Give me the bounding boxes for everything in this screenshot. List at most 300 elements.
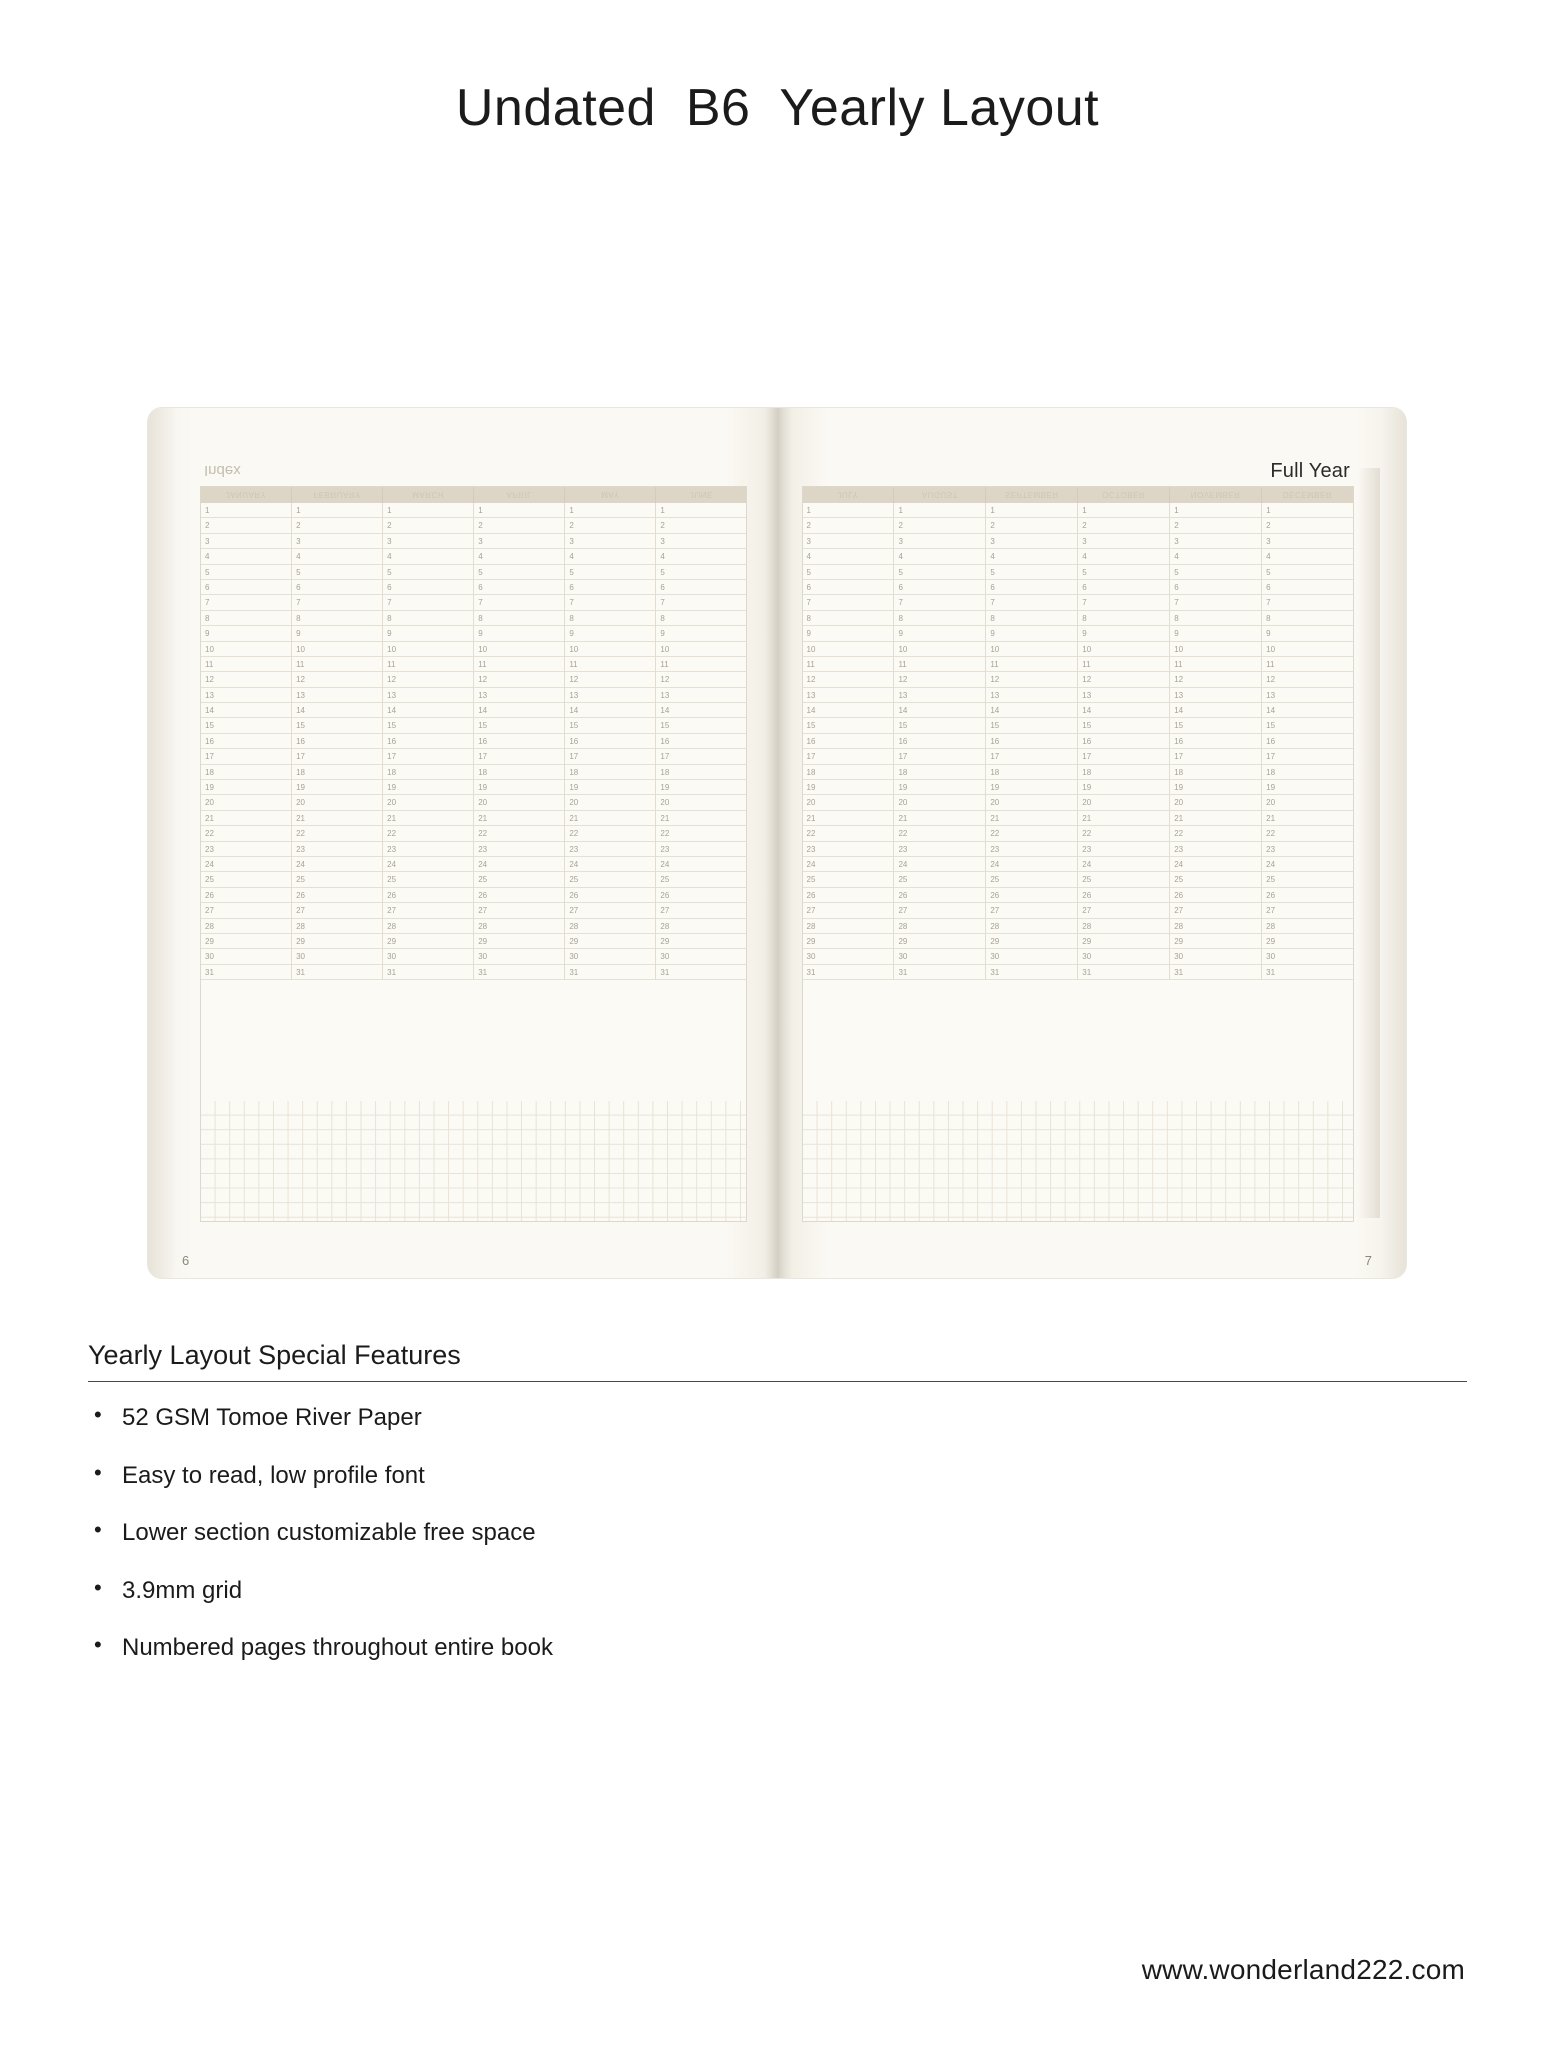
day-cell: 11: [201, 657, 291, 672]
day-cell: 20: [894, 795, 985, 810]
day-cell: 11: [565, 657, 655, 672]
day-cell: 17: [1170, 749, 1261, 764]
day-cell: 26: [894, 888, 985, 903]
day-cell: 29: [474, 934, 564, 949]
day-cell: 10: [1078, 642, 1169, 657]
day-cell: 19: [656, 780, 746, 795]
day-cell: 18: [474, 765, 564, 780]
day-cell: 30: [1262, 949, 1353, 964]
day-cell: 25: [1170, 872, 1261, 887]
day-cell: 18: [201, 765, 291, 780]
day-cell: 19: [565, 780, 655, 795]
day-cell: 16: [383, 734, 473, 749]
day-cell: 5: [894, 565, 985, 580]
day-cell: 3: [383, 534, 473, 549]
day-cell: 17: [383, 749, 473, 764]
day-cell: 20: [201, 795, 291, 810]
day-cell: 8: [292, 611, 382, 626]
day-cell: 12: [565, 672, 655, 687]
day-cell: 23: [383, 842, 473, 857]
day-cell: 9: [1262, 626, 1353, 641]
day-cell: 24: [565, 857, 655, 872]
day-cell: 2: [986, 518, 1077, 533]
day-cell: 9: [1078, 626, 1169, 641]
day-cell: 25: [1078, 872, 1169, 887]
right-month-header-row: [803, 487, 1353, 503]
day-cell: 29: [383, 934, 473, 949]
day-cell: 17: [803, 749, 894, 764]
day-cell: 23: [894, 842, 985, 857]
left-page-header: [200, 462, 747, 486]
day-cell: 22: [383, 826, 473, 841]
day-cell: 28: [383, 919, 473, 934]
day-cell: 30: [292, 949, 382, 964]
day-cell: 9: [565, 626, 655, 641]
day-cell: 5: [292, 565, 382, 580]
day-cell: 13: [201, 688, 291, 703]
day-cell: 1: [474, 503, 564, 518]
day-cell: 12: [1262, 672, 1353, 687]
feature-list-item: • 52 GSM Tomoe River Paper: [88, 1404, 1467, 1432]
day-cell: 9: [803, 626, 894, 641]
day-cell: 9: [894, 626, 985, 641]
day-cell: 30: [894, 949, 985, 964]
day-cell: 9: [292, 626, 382, 641]
day-cell: 16: [1170, 734, 1261, 749]
day-cell: 23: [656, 842, 746, 857]
day-cell: 10: [1170, 642, 1261, 657]
day-cell: 5: [383, 565, 473, 580]
day-cell: 16: [986, 734, 1077, 749]
day-cell: 22: [292, 826, 382, 841]
day-cell: 22: [986, 826, 1077, 841]
day-cell: 25: [292, 872, 382, 887]
day-cell: 28: [1078, 919, 1169, 934]
day-cell: 9: [986, 626, 1077, 641]
day-cell: 2: [201, 518, 291, 533]
day-cell: 23: [565, 842, 655, 857]
day-cell: 14: [986, 703, 1077, 718]
day-cell: 31: [803, 965, 894, 980]
day-cell: 8: [803, 611, 894, 626]
day-cell: 10: [803, 642, 894, 657]
day-cell: 10: [474, 642, 564, 657]
day-cell: 2: [803, 518, 894, 533]
feature-list-item: • Easy to read, low profile font: [88, 1462, 1467, 1490]
day-cell: 7: [474, 595, 564, 610]
left-day-columns: [201, 503, 746, 980]
day-cell: 6: [1262, 580, 1353, 595]
day-cell: 1: [1170, 503, 1261, 518]
day-cell: 15: [201, 718, 291, 733]
day-cell: 2: [1078, 518, 1169, 533]
day-cell: 16: [1078, 734, 1169, 749]
day-cell: 31: [1170, 965, 1261, 980]
day-cell: 31: [894, 965, 985, 980]
right-page-header: [802, 462, 1354, 486]
day-cell: 13: [383, 688, 473, 703]
left-free-grid-area: [200, 1101, 747, 1222]
left-month-header-row: [201, 487, 746, 503]
day-cell: 7: [201, 595, 291, 610]
day-cell: 12: [292, 672, 382, 687]
day-cell: 19: [894, 780, 985, 795]
day-cell: 8: [201, 611, 291, 626]
day-cell: 28: [894, 919, 985, 934]
day-cell: 16: [201, 734, 291, 749]
day-cell: 26: [201, 888, 291, 903]
day-cell: 12: [383, 672, 473, 687]
day-cell: 6: [803, 580, 894, 595]
day-cell: 5: [201, 565, 291, 580]
day-cell: 2: [292, 518, 382, 533]
day-cell: 14: [656, 703, 746, 718]
day-cell: 12: [1170, 672, 1261, 687]
month-header-cell: MARCH: [383, 487, 474, 503]
day-cell: 3: [656, 534, 746, 549]
day-cell: 21: [1262, 811, 1353, 826]
day-cell: 17: [292, 749, 382, 764]
day-cell: 21: [986, 811, 1077, 826]
full-year-title: Full Year: [1270, 460, 1350, 482]
day-cell: 11: [656, 657, 746, 672]
day-cell: 29: [894, 934, 985, 949]
day-cell: 19: [201, 780, 291, 795]
day-cell: 27: [474, 903, 564, 918]
day-cell: 8: [1078, 611, 1169, 626]
day-cell: 20: [1170, 795, 1261, 810]
day-cell: 2: [474, 518, 564, 533]
day-cell: 14: [1170, 703, 1261, 718]
day-cell: 2: [894, 518, 985, 533]
day-cell: 28: [565, 919, 655, 934]
day-cell: 14: [292, 703, 382, 718]
day-cell: 27: [292, 903, 382, 918]
day-cell: 17: [474, 749, 564, 764]
day-cell: 24: [201, 857, 291, 872]
day-cell: 10: [656, 642, 746, 657]
day-cell: 17: [1078, 749, 1169, 764]
day-cell: 9: [656, 626, 746, 641]
day-cell: 1: [894, 503, 985, 518]
day-cell: 11: [474, 657, 564, 672]
day-cell: 17: [894, 749, 985, 764]
day-cell: 22: [656, 826, 746, 841]
day-cell: 28: [474, 919, 564, 934]
day-cell: 11: [1262, 657, 1353, 672]
left-page-number: 6: [182, 1253, 190, 1268]
day-cell: 26: [292, 888, 382, 903]
day-cell: 31: [656, 965, 746, 980]
day-cell: 18: [894, 765, 985, 780]
day-cell: 23: [201, 842, 291, 857]
day-cell: 19: [803, 780, 894, 795]
day-cell: 27: [565, 903, 655, 918]
day-cell: 12: [1078, 672, 1169, 687]
day-cell: 25: [1262, 872, 1353, 887]
day-cell: 2: [1170, 518, 1261, 533]
day-cell: 3: [1262, 534, 1353, 549]
day-cell: 25: [656, 872, 746, 887]
day-cell: 29: [803, 934, 894, 949]
day-cell: 7: [1262, 595, 1353, 610]
day-cell: 14: [474, 703, 564, 718]
day-cell: 17: [986, 749, 1077, 764]
day-cell: 18: [1078, 765, 1169, 780]
day-cell: 20: [1078, 795, 1169, 810]
day-cell: 19: [474, 780, 564, 795]
day-cell: 14: [1078, 703, 1169, 718]
day-cell: 13: [1078, 688, 1169, 703]
day-cell: 31: [986, 965, 1077, 980]
day-cell: 5: [474, 565, 564, 580]
day-cell: 22: [201, 826, 291, 841]
day-cell: 24: [383, 857, 473, 872]
day-cell: 20: [292, 795, 382, 810]
day-cell: 9: [1170, 626, 1261, 641]
day-cell: 21: [383, 811, 473, 826]
day-cell: 31: [565, 965, 655, 980]
month-header-cell: APRIL: [474, 487, 565, 503]
day-cell: 16: [656, 734, 746, 749]
day-cell: 26: [986, 888, 1077, 903]
day-cell: 10: [565, 642, 655, 657]
day-cell: 15: [1078, 718, 1169, 733]
day-cell: 2: [1262, 518, 1353, 533]
day-cell: 7: [986, 595, 1077, 610]
day-cell: 21: [656, 811, 746, 826]
day-cell: 6: [565, 580, 655, 595]
day-cell: 21: [894, 811, 985, 826]
website-url: www.wonderland222.com: [1141, 1954, 1465, 1985]
day-cell: 11: [803, 657, 894, 672]
day-cell: 3: [201, 534, 291, 549]
month-day-column: [1078, 503, 1170, 980]
day-cell: 15: [1262, 718, 1353, 733]
day-cell: 31: [1078, 965, 1169, 980]
day-cell: 7: [1170, 595, 1261, 610]
day-cell: 30: [565, 949, 655, 964]
month-day-column: [474, 503, 565, 980]
month-header-cell: AUGUST: [894, 487, 986, 503]
day-cell: 18: [803, 765, 894, 780]
day-cell: 30: [656, 949, 746, 964]
day-cell: 29: [1170, 934, 1261, 949]
day-cell: 11: [383, 657, 473, 672]
day-cell: 1: [1262, 503, 1353, 518]
day-cell: 20: [565, 795, 655, 810]
month-day-column: [201, 503, 292, 980]
day-cell: 12: [201, 672, 291, 687]
day-cell: 29: [1078, 934, 1169, 949]
day-cell: 27: [1170, 903, 1261, 918]
day-cell: 28: [1262, 919, 1353, 934]
day-cell: 28: [1170, 919, 1261, 934]
page-title: Undated B6 Yearly Layout: [455, 79, 1100, 137]
day-cell: 21: [803, 811, 894, 826]
day-cell: 24: [292, 857, 382, 872]
day-cell: 24: [803, 857, 894, 872]
day-cell: 15: [474, 718, 564, 733]
day-cell: 26: [383, 888, 473, 903]
day-cell: 9: [383, 626, 473, 641]
day-cell: 21: [1078, 811, 1169, 826]
day-cell: 6: [383, 580, 473, 595]
month-header-cell: JUNE: [689, 490, 713, 500]
day-cell: 23: [292, 842, 382, 857]
day-cell: 22: [1170, 826, 1261, 841]
day-cell: 4: [565, 549, 655, 564]
month-header-cell: NOVEMBER: [1170, 487, 1262, 503]
day-cell: 31: [201, 965, 291, 980]
day-cell: 28: [292, 919, 382, 934]
day-cell: 13: [986, 688, 1077, 703]
day-cell: 10: [383, 642, 473, 657]
day-cell: 23: [474, 842, 564, 857]
day-cell: 10: [986, 642, 1077, 657]
month-header-cell: JANUARY: [201, 487, 292, 503]
right-day-columns: [803, 503, 1353, 980]
day-cell: 8: [383, 611, 473, 626]
day-cell: 12: [474, 672, 564, 687]
day-cell: 25: [474, 872, 564, 887]
day-cell: 14: [803, 703, 894, 718]
feature-list-item: • 3.9mm grid: [88, 1577, 1467, 1605]
page-edge-right: [1380, 408, 1406, 1278]
day-cell: 22: [565, 826, 655, 841]
day-cell: 14: [565, 703, 655, 718]
day-cell: 26: [803, 888, 894, 903]
day-cell: 3: [474, 534, 564, 549]
notebook-spread-image: [148, 408, 1406, 1278]
day-cell: 10: [201, 642, 291, 657]
month-day-column: [383, 503, 474, 980]
day-cell: 30: [474, 949, 564, 964]
day-cell: 18: [292, 765, 382, 780]
day-cell: 4: [383, 549, 473, 564]
day-cell: 22: [1078, 826, 1169, 841]
day-cell: 29: [656, 934, 746, 949]
day-cell: 21: [292, 811, 382, 826]
day-cell: 2: [565, 518, 655, 533]
day-cell: 4: [1170, 549, 1261, 564]
day-cell: 13: [292, 688, 382, 703]
day-cell: 5: [1262, 565, 1353, 580]
day-cell: 1: [292, 503, 382, 518]
day-cell: 25: [894, 872, 985, 887]
day-cell: 20: [803, 795, 894, 810]
day-cell: 17: [656, 749, 746, 764]
day-cell: 27: [803, 903, 894, 918]
day-cell: 22: [803, 826, 894, 841]
day-cell: 4: [803, 549, 894, 564]
day-cell: 14: [201, 703, 291, 718]
index-label: Index: [204, 462, 241, 479]
day-cell: 10: [894, 642, 985, 657]
day-cell: 24: [474, 857, 564, 872]
day-cell: 18: [1170, 765, 1261, 780]
day-cell: 27: [1078, 903, 1169, 918]
day-cell: 23: [986, 842, 1077, 857]
day-cell: 8: [986, 611, 1077, 626]
day-cell: 25: [565, 872, 655, 887]
day-cell: 15: [1170, 718, 1261, 733]
day-cell: 24: [656, 857, 746, 872]
day-cell: 30: [986, 949, 1077, 964]
day-cell: 31: [474, 965, 564, 980]
day-cell: 15: [292, 718, 382, 733]
day-cell: 30: [803, 949, 894, 964]
right-page-number: 7: [1364, 1253, 1372, 1268]
day-cell: 3: [292, 534, 382, 549]
day-cell: 22: [894, 826, 985, 841]
day-cell: 20: [1262, 795, 1353, 810]
day-cell: 23: [1262, 842, 1353, 857]
day-cell: 11: [292, 657, 382, 672]
day-cell: 27: [986, 903, 1077, 918]
month-header-cell: OCTOBER: [1078, 487, 1170, 503]
day-cell: 13: [803, 688, 894, 703]
day-cell: 28: [656, 919, 746, 934]
day-cell: 2: [656, 518, 746, 533]
day-cell: 1: [803, 503, 894, 518]
day-cell: 4: [201, 549, 291, 564]
day-cell: 31: [292, 965, 382, 980]
day-cell: 7: [656, 595, 746, 610]
day-cell: 31: [1262, 965, 1353, 980]
day-cell: 9: [474, 626, 564, 641]
day-cell: 18: [986, 765, 1077, 780]
day-cell: 21: [201, 811, 291, 826]
left-page: [178, 448, 769, 1242]
day-cell: 9: [201, 626, 291, 641]
page-edge-left: [148, 408, 174, 1278]
month-header-cell: MAY: [565, 487, 656, 503]
day-cell: 19: [292, 780, 382, 795]
day-cell: 3: [803, 534, 894, 549]
day-cell: 26: [1262, 888, 1353, 903]
day-cell: 6: [656, 580, 746, 595]
right-calendar-table: [802, 486, 1354, 1101]
day-cell: 3: [894, 534, 985, 549]
day-cell: 23: [803, 842, 894, 857]
day-cell: 20: [986, 795, 1077, 810]
day-cell: 28: [986, 919, 1077, 934]
day-cell: 15: [894, 718, 985, 733]
day-cell: 7: [894, 595, 985, 610]
day-cell: 23: [1078, 842, 1169, 857]
day-cell: 18: [565, 765, 655, 780]
day-cell: 15: [986, 718, 1077, 733]
day-cell: 3: [1078, 534, 1169, 549]
day-cell: 13: [894, 688, 985, 703]
day-cell: 1: [656, 503, 746, 518]
day-cell: 12: [986, 672, 1077, 687]
month-header-cell: JULY: [803, 487, 895, 503]
day-cell: 19: [383, 780, 473, 795]
day-cell: 26: [474, 888, 564, 903]
day-cell: 3: [1170, 534, 1261, 549]
day-cell: 17: [565, 749, 655, 764]
month-day-column: [1170, 503, 1262, 980]
day-cell: 3: [986, 534, 1077, 549]
day-cell: 22: [1262, 826, 1353, 841]
month-header-cell: SEPTEMBER: [986, 487, 1078, 503]
day-cell: 19: [1262, 780, 1353, 795]
day-cell: 2: [383, 518, 473, 533]
day-cell: 24: [1170, 857, 1261, 872]
features-list: [88, 1404, 1467, 1662]
